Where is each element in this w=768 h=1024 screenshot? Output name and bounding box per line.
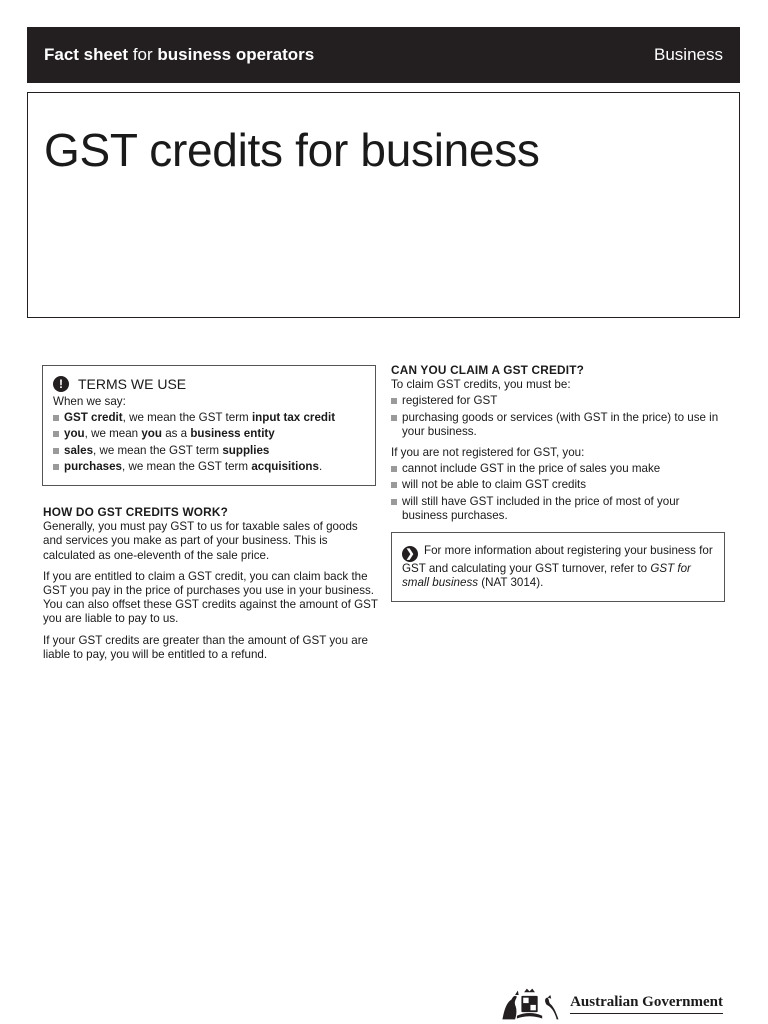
must-be-list xyxy=(391,394,726,439)
claim-heading: CAN YOU CLAIM A GST CREDIT? xyxy=(391,363,585,377)
list-item: purchases, we mean the GST term acquisitions. xyxy=(53,460,365,474)
page-title: GST credits for business xyxy=(44,124,540,176)
terms-list xyxy=(53,411,365,474)
list-item: cannot include GST in the price of sales you make xyxy=(391,462,726,476)
list-item: sales, we mean the GST term supplies xyxy=(53,444,365,458)
category-label: Business xyxy=(654,45,723,64)
audience-label: business operators xyxy=(157,45,315,64)
footer-logo xyxy=(497,985,723,1023)
list-item: registered for GST xyxy=(391,394,726,408)
fact-sheet-label: Fact sheet xyxy=(44,45,129,64)
claim-intro: To claim GST credits, you must be: xyxy=(391,378,571,392)
terms-intro: When we say: xyxy=(53,395,126,408)
exclamation-icon: ! xyxy=(53,376,69,392)
list-item: you, we mean you as a business entity xyxy=(53,427,365,441)
how-paragraph: Generally, you must pay GST to us for taxable sales of goods and services you make as part of your business. This is calculated as one-eleventh of the sale price. xyxy=(43,520,358,562)
terms-box xyxy=(42,365,376,486)
coat-of-arms-icon xyxy=(497,985,562,1023)
chevron-right-icon: ❯ xyxy=(402,546,418,562)
more-info-box xyxy=(391,532,725,602)
how-paragraph: If you are entitled to claim a GST credit, you can claim back the GST you pay in the price of purchases you use in your business. You can also offset these GST credits against the amount of GST you are liable to pay to us. xyxy=(43,569,378,626)
not-registered-list xyxy=(391,462,726,523)
how-paragraph: If your GST credits are greater than the amount of GST you are liable to pay, you will be entitled to a refund. xyxy=(43,633,369,661)
header-title xyxy=(44,45,314,65)
list-item: purchasing goods or services (with GST in the price) to use in your business. xyxy=(391,411,726,439)
how-heading: HOW DO GST CREDITS WORK? xyxy=(43,505,229,520)
list-item: will not be able to claim GST credits xyxy=(391,478,726,492)
terms-heading xyxy=(53,376,365,392)
title-box xyxy=(27,92,740,318)
list-item: will still have GST included in the price of most of your business purchases. xyxy=(391,495,726,523)
header-bar xyxy=(27,27,740,83)
publication-link[interactable]: GST for small business xyxy=(402,562,691,590)
right-column xyxy=(391,363,726,602)
list-item: GST credit, we mean the GST term input tax credit xyxy=(53,411,365,425)
left-column xyxy=(43,365,379,669)
info-suffix: (NAT 3014). xyxy=(478,576,544,590)
info-text: For more information about registering your business for GST and calculating your GST turnover, refer to xyxy=(402,544,713,576)
for-label: for xyxy=(132,45,153,64)
not-registered-intro: If you are not registered for GST, you: xyxy=(391,446,585,460)
government-name: Australian Government xyxy=(570,994,723,1014)
terms-heading-text: TERMS WE USE xyxy=(78,375,187,392)
